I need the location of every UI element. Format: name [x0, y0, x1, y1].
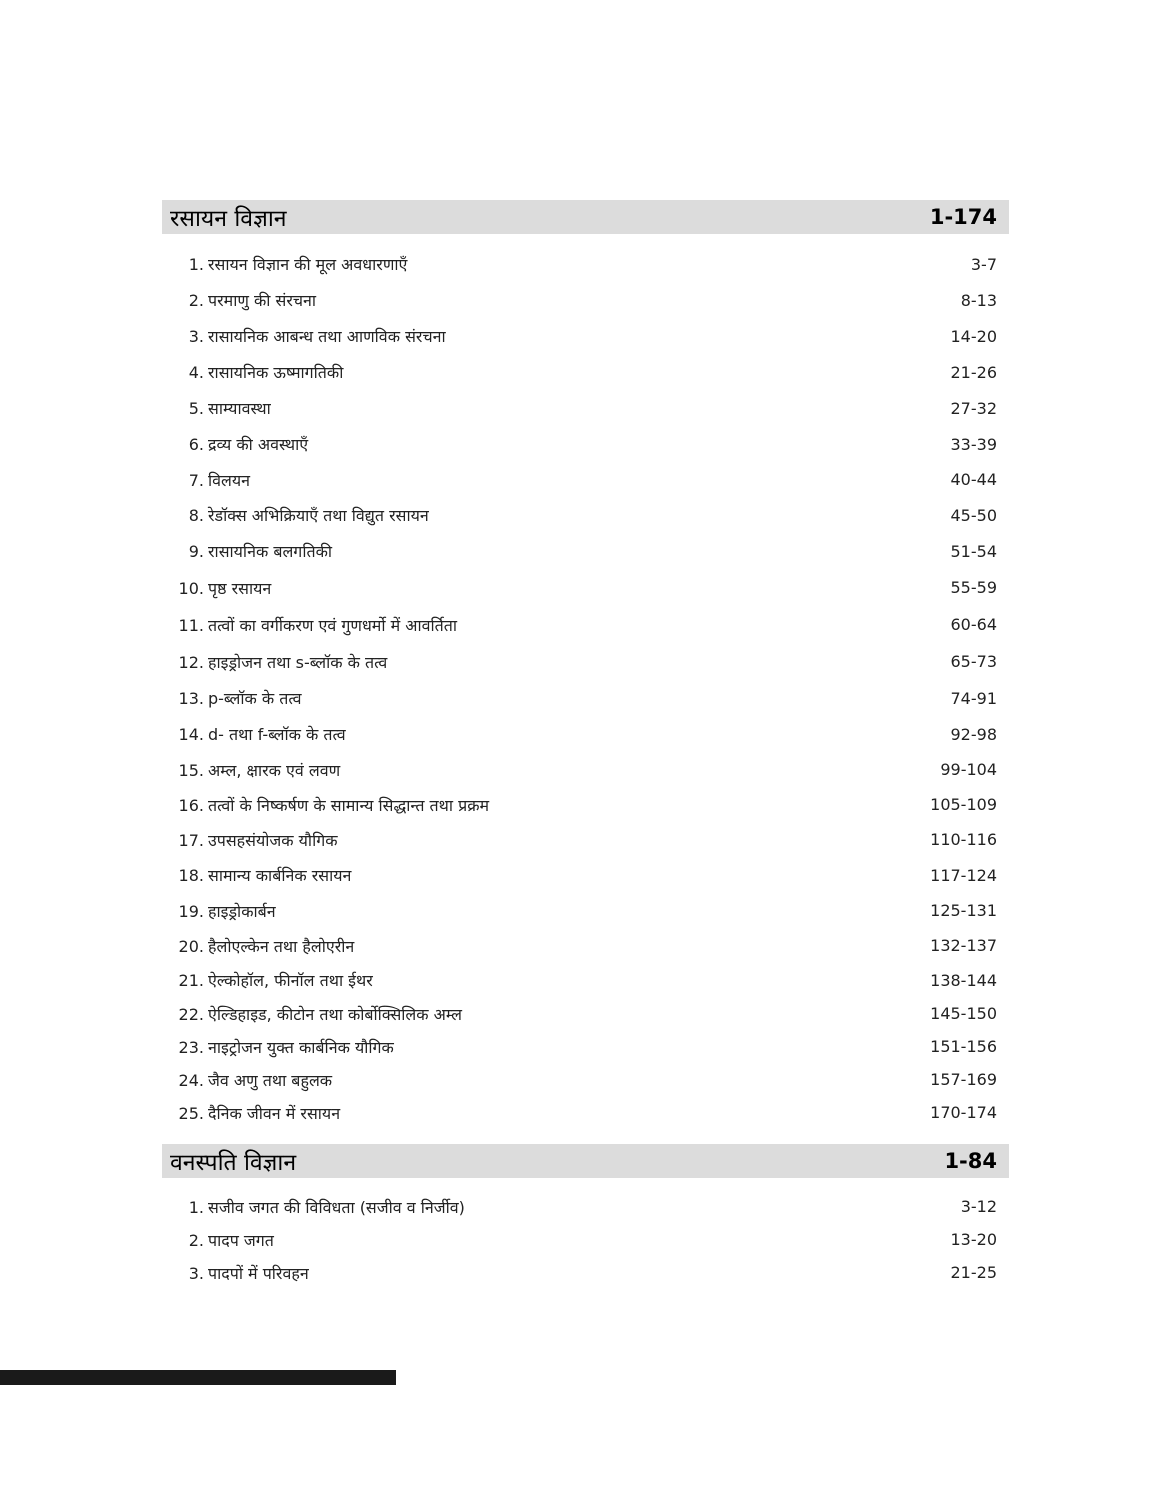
- entry-pages: 33-39: [950, 434, 997, 454]
- entry-number: 24.: [178, 1070, 204, 1090]
- toc-entry: [162, 857, 1009, 893]
- section-botany: [162, 1144, 1009, 1289]
- entry-label: [162, 504, 429, 526]
- entry-number: 17.: [178, 830, 204, 850]
- toc-entry: [162, 318, 1009, 354]
- section-chemistry: [162, 200, 1009, 1129]
- entry-label: [162, 900, 276, 922]
- entry-label: [162, 1229, 274, 1251]
- toc-entry: [162, 1190, 1009, 1223]
- toc-entry: [162, 606, 1009, 643]
- section-page-range: 1-174: [929, 205, 997, 229]
- toc-entry: [162, 752, 1009, 787]
- entry-number: 25.: [178, 1103, 204, 1123]
- toc-entry: [162, 462, 1009, 497]
- entry-title: दैनिक जीवन में रसायन: [208, 1103, 341, 1123]
- entry-pages: 138-144: [930, 970, 997, 990]
- entry-number: 20.: [178, 936, 204, 956]
- entry-label: [162, 577, 271, 599]
- toc-entry: [162, 1096, 1009, 1129]
- entry-label: [162, 540, 332, 562]
- entry-title: साम्यावस्था: [208, 399, 271, 418]
- entry-title: तत्वों का वर्गीकरण एवं गुणधर्मो में आवर्तिता: [208, 615, 458, 635]
- toc-entry: [162, 643, 1009, 680]
- entry-label: [162, 723, 346, 745]
- entry-title: अम्ल, क्षारक एवं लवण: [208, 760, 341, 780]
- entry-pages: 8-13: [960, 290, 997, 310]
- entry-pages: 92-98: [950, 724, 997, 744]
- entry-number: 2.: [188, 1230, 204, 1250]
- entry-number: 3.: [188, 327, 204, 346]
- entry-label: [162, 935, 354, 957]
- entry-pages: 125-131: [930, 901, 997, 920]
- entry-pages: 132-137: [930, 936, 997, 955]
- entry-label: [162, 361, 343, 383]
- toc-entry: [162, 1063, 1009, 1096]
- toc-entry: [162, 893, 1009, 928]
- entry-label: [162, 433, 308, 455]
- entry-title: सजीव जगत की विविधता (सजीव व निर्जीव): [208, 1197, 465, 1217]
- entry-pages: 151-156: [930, 1037, 997, 1056]
- toc-entry: [162, 354, 1009, 390]
- entry-pages: 55-59: [950, 578, 997, 597]
- section-title: वनस्पति विज्ञान: [170, 1150, 297, 1176]
- entry-pages: 45-50: [950, 505, 997, 525]
- entry-number: 9.: [188, 542, 204, 561]
- entry-label: [162, 969, 373, 991]
- toc-entry: [162, 1223, 1009, 1256]
- toc-entry: [162, 390, 1009, 426]
- entry-title: रासायनिक आबन्ध तथा आणविक संरचना: [208, 327, 446, 346]
- entry-number: 12.: [178, 652, 204, 672]
- toc-entry: [162, 997, 1009, 1030]
- entry-number: 1.: [188, 255, 204, 274]
- entry-number: 10.: [178, 578, 204, 598]
- entry-label: [162, 651, 387, 673]
- entry-number: 8.: [188, 506, 204, 525]
- entry-pages: 21-26: [950, 362, 997, 382]
- entry-label: [162, 1069, 332, 1091]
- entry-number: 4.: [188, 363, 204, 382]
- entry-label: [162, 614, 457, 636]
- entry-number: 3.: [188, 1263, 204, 1283]
- toc-entry: [162, 787, 1009, 822]
- entry-label: [162, 1262, 309, 1284]
- entry-title: द्रव्य की अवस्थाएँ: [208, 435, 309, 454]
- entry-title: ऐल्डिहाइड, कीटोन तथा कोर्बोक्सिलिक अम्ल: [208, 1004, 462, 1024]
- entry-number: 22.: [178, 1004, 204, 1024]
- entry-label: [162, 1003, 462, 1025]
- entry-pages: 65-73: [950, 652, 997, 671]
- entry-number: 21.: [178, 971, 204, 990]
- entry-number: 1.: [188, 1197, 204, 1217]
- toc-entry: [162, 1030, 1009, 1063]
- entry-title: p-ब्लॉक के तत्व: [208, 689, 302, 708]
- entry-pages: 40-44: [950, 470, 997, 489]
- toc-entry: [162, 569, 1009, 606]
- entry-pages: 3-7: [970, 254, 997, 274]
- entry-title: हाइड्रोकार्बन: [208, 901, 276, 921]
- section-page-range: 1-84: [944, 1149, 997, 1173]
- entry-label: [162, 397, 271, 419]
- entry-title: उपसहसंयोजक यौगिक: [208, 830, 338, 850]
- entry-number: 15.: [178, 760, 204, 780]
- toc-entry: [162, 963, 1009, 997]
- toc-entry: [162, 282, 1009, 318]
- entry-pages: 27-32: [950, 398, 997, 418]
- entry-pages: 110-116: [930, 830, 997, 849]
- entry-title: विलयन: [208, 470, 251, 490]
- entry-title: हाइड्रोजन तथा s-ब्लॉक के तत्व: [208, 652, 388, 672]
- entry-label: [162, 325, 446, 347]
- entry-number: 18.: [178, 866, 204, 885]
- entry-title: पृष्ठ रसायन: [208, 578, 272, 598]
- entry-pages: 117-124: [930, 865, 997, 885]
- toc-entry: [162, 497, 1009, 533]
- toc-entry: [162, 1256, 1009, 1289]
- footer-bar: [0, 1370, 396, 1385]
- entry-title: रेडॉक्स अभिक्रियाएँ तथा विद्युत रसायन: [208, 506, 429, 525]
- entry-title: नाइट्रोजन युक्त कार्बनिक यौगिक: [208, 1037, 394, 1057]
- toc-entry: [162, 246, 1009, 282]
- entry-pages: 21-25: [950, 1263, 997, 1282]
- entry-pages: 170-174: [930, 1103, 997, 1122]
- entry-pages: 51-54: [950, 541, 997, 561]
- toc-entry: [162, 426, 1009, 462]
- toc-entry: [162, 822, 1009, 857]
- entry-pages: 99-104: [940, 760, 997, 779]
- section-title: रसायन विज्ञान: [170, 206, 287, 232]
- entry-title: सामान्य कार्बनिक रसायन: [208, 866, 352, 885]
- section-header: [162, 200, 1009, 234]
- entry-number: 16.: [178, 795, 204, 815]
- entry-title: परमाणु की संरचना: [208, 291, 317, 310]
- entry-number: 23.: [178, 1037, 204, 1057]
- entry-pages: 3-12: [960, 1197, 997, 1216]
- entry-title: रसायन विज्ञान की मूल अवधारणाएँ: [208, 255, 408, 274]
- entry-number: 2.: [188, 291, 204, 310]
- entry-label: [162, 864, 351, 886]
- entry-label: [162, 469, 250, 491]
- entry-list: [162, 246, 1009, 1129]
- entry-label: [162, 289, 316, 311]
- entry-number: 6.: [188, 435, 204, 454]
- entry-number: 7.: [188, 470, 204, 490]
- entry-label: [162, 687, 301, 709]
- entry-pages: 14-20: [950, 326, 997, 346]
- entry-title: ऐल्कोहॉल, फीनॉल तथा ईथर: [208, 971, 373, 990]
- entry-label: [162, 1102, 340, 1124]
- entry-number: 14.: [178, 725, 204, 744]
- entry-number: 11.: [178, 615, 204, 635]
- entry-label: [162, 759, 340, 781]
- entry-number: 19.: [178, 901, 204, 921]
- entry-title: रासायनिक बलगतिकी: [208, 542, 333, 561]
- entry-title: हैलोएल्केन तथा हैलोएरीन: [208, 936, 355, 956]
- entry-label: [162, 794, 489, 816]
- section-header: [162, 1144, 1009, 1178]
- toc-entry: [162, 716, 1009, 752]
- entry-title: जैव अणु तथा बहुलक: [208, 1070, 333, 1090]
- entry-label: [162, 253, 407, 275]
- entry-title: पादपों में परिवहन: [208, 1263, 309, 1283]
- entry-label: [162, 829, 338, 851]
- entry-pages: 74-91: [950, 688, 997, 708]
- entry-label: [162, 1036, 394, 1058]
- entry-title: रासायनिक ऊष्मागतिकी: [208, 363, 344, 382]
- toc-entry: [162, 533, 1009, 569]
- entry-pages: 105-109: [930, 795, 997, 814]
- entry-pages: 60-64: [950, 615, 997, 634]
- entry-title: d- तथा f-ब्लॉक के तत्व: [208, 725, 346, 744]
- entry-number: 13.: [178, 689, 204, 708]
- entry-pages: 157-169: [930, 1070, 997, 1089]
- entry-pages: 145-150: [930, 1004, 997, 1023]
- entry-label: [162, 1196, 465, 1218]
- entry-list: [162, 1190, 1009, 1289]
- entry-pages: 13-20: [950, 1230, 997, 1249]
- entry-number: 5.: [188, 399, 204, 418]
- entry-title: तत्वों के निष्कर्षण के सामान्य सिद्धान्त तथा प्रक्रम: [208, 795, 490, 815]
- toc-entry: [162, 680, 1009, 716]
- toc-entry: [162, 928, 1009, 963]
- entry-title: पादप जगत: [208, 1230, 274, 1250]
